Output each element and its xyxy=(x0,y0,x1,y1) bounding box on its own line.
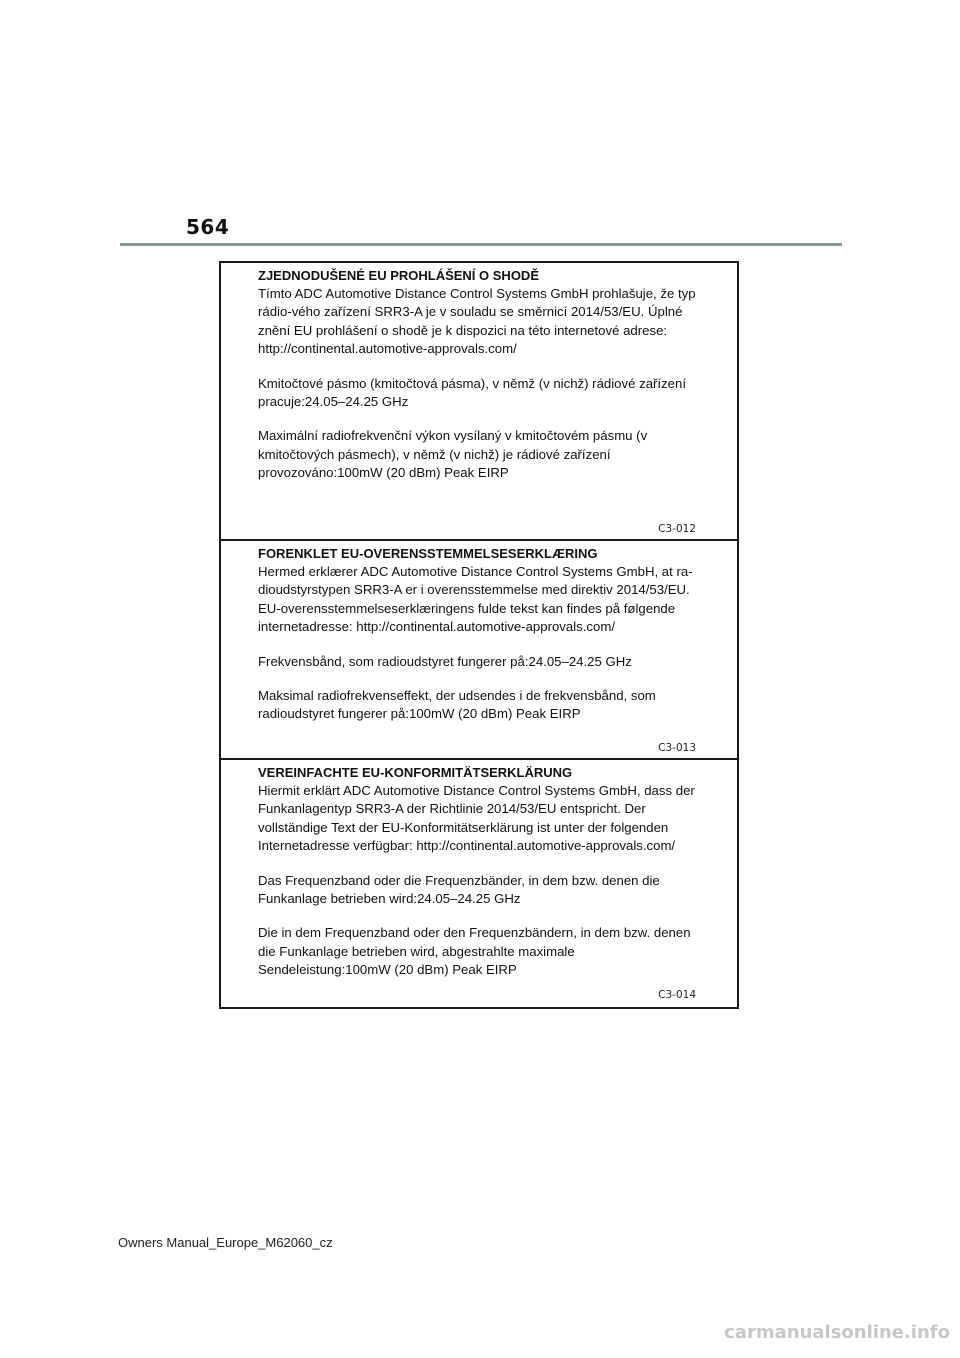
section-heading: FORENKLET EU-OVERENSSTEMMELSESERKLÆRING xyxy=(258,546,598,561)
section-paragraph: Hermed erklærer ADC Automotive Distance Control Systems GmbH, at ra-dioudstyrstypen SRR3-A er i overensstemmelse med direktiv 2014/53/EU. EU-overensstemmelseserklæringens fulde tekst kan findes på følgende internetadresse: http://continental.automotive-approvals.com/ xyxy=(258,564,693,635)
section-paragraph: Das Frequenzband oder die Frequenzbänder, in dem bzw. denen die Funkanlage betrieben wird:24.05–24.25 GHz xyxy=(258,872,660,907)
figure-code: C3-014 xyxy=(658,989,696,1001)
section-paragraph: Maximální radiofrekvenční výkon vysílaný v kmitočtovém pásmu (v kmitočtových pásmech), v němž (v nichž) je rádiové zařízení provozováno:100mW (20 dBm) Peak EIRP xyxy=(258,428,648,481)
watermark: carmanualsonline.info xyxy=(724,1322,950,1343)
figure-code: C3-013 xyxy=(658,742,696,754)
section-paragraph: Kmitočtové pásmo (kmitočtová pásma), v němž (v nichž) rádiové zařízení pracuje:24.05–24.25 GHz xyxy=(258,375,687,410)
section-heading: ZJEDNODUŠENÉ EU PROHLÁŠENÍ O SHODĚ xyxy=(258,268,539,283)
declaration-section-de xyxy=(221,758,737,1009)
figure-code: C3-012 xyxy=(658,523,696,535)
page-number: 564 xyxy=(186,215,230,239)
declaration-section-cz xyxy=(221,263,737,539)
section-paragraph: Tímto ADC Automotive Distance Control Systems GmbH prohlašuje, že typ rádio-vého zařízení SRR3-A je v souladu se směrnicí 2014/53/EU. Úplné znění EU prohlášení o shodě je k dispozici na této internetové adrese: http://continental.automotive-approvals.com/ xyxy=(258,286,696,357)
declaration-section-da xyxy=(221,539,737,758)
section-paragraph: Frekvensbånd, som radioudstyret fungerer på:24.05–24.25 GHz xyxy=(258,653,632,669)
header-rule xyxy=(120,243,842,246)
page-footer: Owners Manual_Europe_M62060_cz xyxy=(118,1235,333,1250)
section-paragraph: Hiermit erklärt ADC Automotive Distance Control Systems GmbH, dass der Funkanlagentyp SRR3-A der Richtlinie 2014/53/EU entspricht. Der vollständige Text der EU-Konformitätserklärung ist unter der folgenden Internetadresse verfügbar: http://continental.automotive-approvals.com/ xyxy=(258,783,695,854)
section-paragraph: Die in dem Frequenzband oder den Frequenzbändern, in dem bzw. denen die Funkanlage betrieben wird, abgestrahlte maximale Sendeleistung:100mW (20 dBm) Peak EIRP xyxy=(258,925,691,978)
section-paragraph: Maksimal radiofrekvenseffekt, der udsendes i de frekvensbånd, som radioudstyret fungerer på:100mW (20 dBm) Peak EIRP xyxy=(258,688,656,722)
declaration-box xyxy=(219,261,739,1009)
section-heading: VEREINFACHTE EU-KONFORMITÄTSERKLÄRUNG xyxy=(258,765,573,780)
